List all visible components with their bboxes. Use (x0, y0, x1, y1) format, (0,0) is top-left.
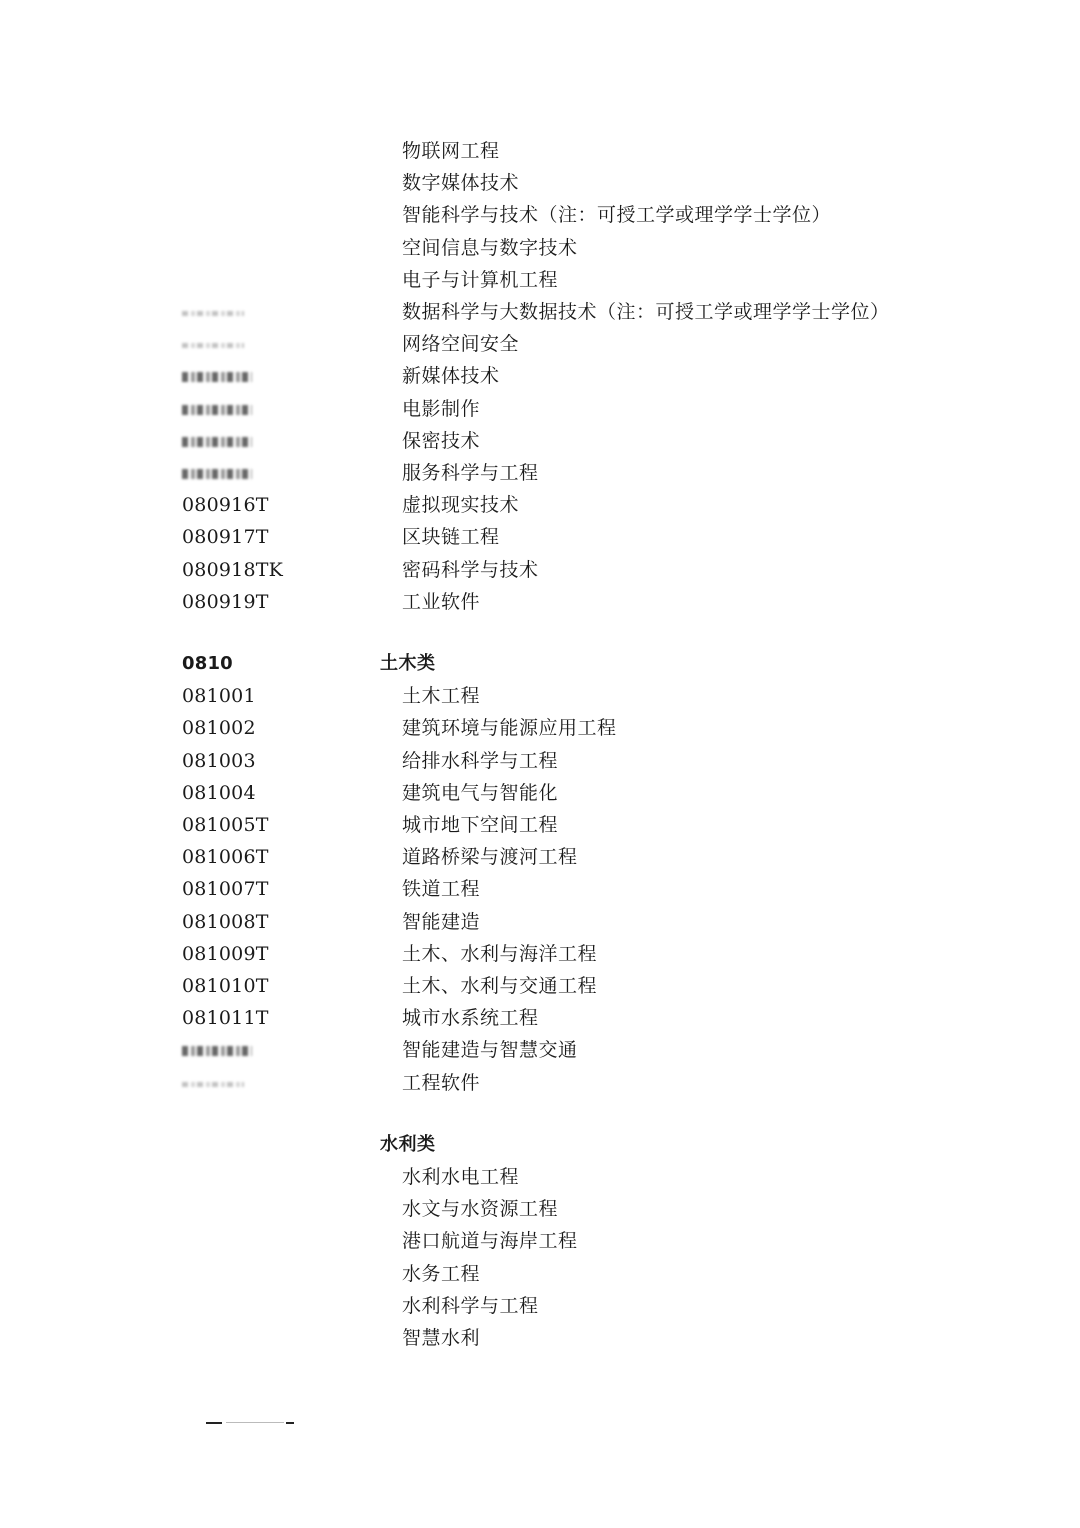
major-row (0, 1034, 1080, 1066)
major-row (0, 1322, 1080, 1354)
category-code: 0810 (182, 653, 233, 674)
major-row (0, 712, 1080, 744)
major-row (0, 745, 1080, 777)
major-row (0, 586, 1080, 618)
major-row (0, 1225, 1080, 1257)
major-row (0, 1193, 1080, 1225)
major-code: 081007T (182, 878, 269, 900)
major-name: 电子与计算机工程 (402, 269, 559, 291)
major-name: 建筑电气与智能化 (402, 782, 559, 804)
major-name: 给排水科学与工程 (402, 750, 559, 772)
major-row (0, 938, 1080, 970)
major-code: 081010T (182, 975, 269, 997)
major-name: 城市水系统工程 (402, 1007, 539, 1029)
major-code: 081001 (182, 685, 256, 707)
major-name: 城市地下空间工程 (402, 814, 559, 836)
major-code (182, 1034, 252, 1066)
category-heading (0, 1129, 1080, 1161)
major-name: 土木、水利与海洋工程 (402, 943, 598, 965)
major-row (0, 167, 1080, 199)
major-name: 智慧水利 (402, 1327, 481, 1349)
major-row (0, 1290, 1080, 1322)
major-row (0, 199, 1080, 231)
major-code (182, 393, 252, 425)
major-name: 智能科学与技术（注：可授工学或理学学士学位） (402, 204, 832, 226)
major-name: 建筑环境与能源应用工程 (402, 717, 617, 739)
major-row (0, 906, 1080, 938)
major-code (182, 425, 252, 457)
major-row (0, 489, 1080, 521)
category-name: 土木类 (380, 653, 436, 674)
page-footer-mark (206, 1420, 294, 1426)
major-name: 土木、水利与交通工程 (402, 975, 598, 997)
major-row (0, 1161, 1080, 1193)
major-code: 080918TK (182, 559, 283, 581)
illegible-code-smudge (182, 405, 252, 415)
major-code (182, 360, 252, 392)
major-code: 081004 (182, 782, 256, 804)
major-code: 081006T (182, 846, 269, 868)
major-name: 保密技术 (402, 430, 481, 452)
illegible-code-smudge (182, 437, 252, 447)
major-code: 081003 (182, 750, 256, 772)
major-code (182, 296, 244, 328)
illegible-code-smudge (182, 343, 244, 348)
major-name: 数字媒体技术 (402, 172, 520, 194)
category-heading (0, 648, 1080, 680)
major-name: 密码科学与技术 (402, 559, 539, 581)
major-code: 080919T (182, 591, 269, 613)
major-name: 铁道工程 (402, 878, 481, 900)
major-code: 080916T (182, 494, 269, 516)
major-row (0, 328, 1080, 360)
major-code (182, 457, 252, 489)
major-row (0, 841, 1080, 873)
major-code: 081002 (182, 717, 256, 739)
major-name: 水文与水资源工程 (402, 1198, 559, 1220)
illegible-code-smudge (182, 1082, 244, 1087)
major-name: 工程软件 (402, 1072, 481, 1094)
major-name: 虚拟现实技术 (402, 494, 520, 516)
major-row (0, 393, 1080, 425)
major-row (0, 457, 1080, 489)
major-row (0, 1258, 1080, 1290)
major-row (0, 554, 1080, 586)
footer-dash (226, 1422, 284, 1423)
major-row (0, 296, 1080, 328)
major-name: 道路桥梁与渡河工程 (402, 846, 578, 868)
illegible-code-smudge (182, 469, 252, 479)
major-row (0, 970, 1080, 1002)
major-name: 港口航道与海岸工程 (402, 1230, 578, 1252)
major-row (0, 425, 1080, 457)
footer-dash (206, 1422, 222, 1424)
major-row (0, 232, 1080, 264)
major-code: 080917T (182, 526, 269, 548)
major-code: 081005T (182, 814, 269, 836)
major-code (182, 1067, 244, 1099)
major-name: 空间信息与数字技术 (402, 237, 578, 259)
major-name: 网络空间安全 (402, 333, 520, 355)
major-code (182, 328, 244, 360)
major-name: 土木工程 (402, 685, 481, 707)
major-name: 水利水电工程 (402, 1166, 520, 1188)
major-name: 智能建造 (402, 911, 481, 933)
major-name: 工业软件 (402, 591, 481, 613)
major-name: 水利科学与工程 (402, 1295, 539, 1317)
major-name: 服务科学与工程 (402, 462, 539, 484)
major-row (0, 521, 1080, 553)
footer-dash (286, 1422, 294, 1424)
major-name: 新媒体技术 (402, 365, 500, 387)
major-name: 区块链工程 (402, 526, 500, 548)
major-code: 081008T (182, 911, 269, 933)
major-code: 081011T (182, 1007, 269, 1029)
major-row (0, 1002, 1080, 1034)
major-name: 水务工程 (402, 1263, 481, 1285)
major-name: 电影制作 (402, 398, 481, 420)
major-name: 物联网工程 (402, 140, 500, 162)
major-row (0, 680, 1080, 712)
illegible-code-smudge (182, 311, 244, 316)
major-row (0, 264, 1080, 296)
illegible-code-smudge (182, 372, 252, 382)
major-name: 智能建造与智慧交通 (402, 1039, 578, 1061)
illegible-code-smudge (182, 1046, 252, 1056)
major-row (0, 360, 1080, 392)
major-name: 数据科学与大数据技术（注：可授工学或理学学士学位） (402, 301, 890, 323)
major-row (0, 809, 1080, 841)
major-row (0, 1067, 1080, 1099)
major-row (0, 135, 1080, 167)
major-code: 081009T (182, 943, 269, 965)
major-row (0, 873, 1080, 905)
major-row (0, 777, 1080, 809)
category-name: 水利类 (380, 1134, 436, 1155)
